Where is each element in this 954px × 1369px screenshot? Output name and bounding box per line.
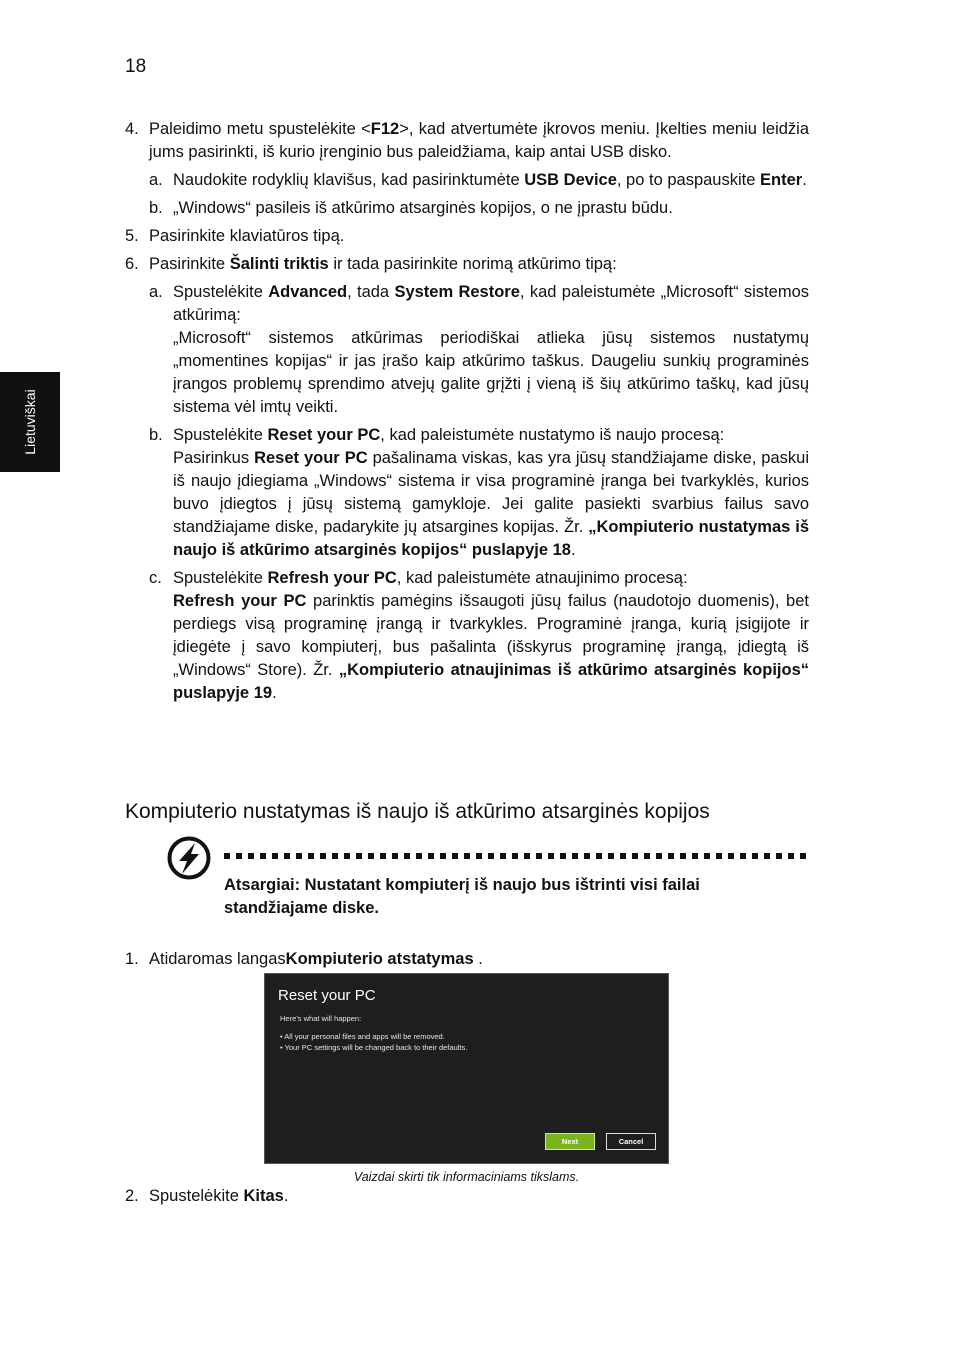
side-tab-label: Lietuviškai <box>22 389 38 455</box>
list-item-5: 5. Pasirinkite klaviatūros tipą. <box>125 227 345 245</box>
list-item-6a: a. Spustelėkite Advanced, tada System Restore, kad paleistumėte „Microsoft“ sistemos atkūrimą: „Microsoft“ sistemos atkūrimas periodiškai atlieka jūsų sistemos nustatymų „momentines kopijas“ ir jas įrašo kaip atkūrimo taškus. Daugeliu sunkių programinės įrangos problemų sprendimo atvejų galite grįžti į vieną iš šių atkūrimo taškų, kad jūsų sistema vėl imtų veikti. <box>149 281 809 419</box>
cross-reference: „Kompiuterio nustatymas iš naujo iš atkūrimo atsarginės kopijos“ puslapyje 18 <box>173 518 809 559</box>
list-item-6c: c. Spustelėkite Refresh your PC, kad paleistumėte atnaujinimo procesą: Refresh your PC parinktis pamėgins išsaugoti jūsų failus (naudotojo duomenis), bet perdiegs visą programinę įrangą ir tvarkykles. Programinė įranga, kurią įsigijote ir įdiegėte į savo kompiuterį, bus pašalinta (išskyrus programinę įrangą, įdiegtą iš „Windows“ Store). Žr. „Kompiuterio atnaujinimas iš atkūrimo atsarginės kopijos“ puslapyje 19. <box>149 567 809 705</box>
item-description: „Microsoft“ sistemos atkūrimas periodiškai atlieka jūsų sistemos nustatymų „momentines kopijas“ ir jas įrašo kaip atkūrimo taškus. Daugeliu sunkių programinės įrangos problemų sprendimo atvejų galite grįžti į vieną iš šių atkūrimo taškų, kad jūsų sistema vėl imtų veikti. <box>173 329 809 416</box>
next-button[interactable]: Next <box>545 1133 595 1150</box>
warning-divider <box>224 853 809 859</box>
list-item-4a: a. Naudokite rodyklių klavišus, kad pasirinktumėte USB Device, po to paspauskite Enter. <box>149 171 807 189</box>
item-description: Pasirinkus Reset your PC pašalinama viskas, kas yra jūsų standžiajame diske, paskui iš naujo įdiegiama „Windows“ sistema ir visa programinė įranga bei tvarkyklės, kurios buvo įdiegtos į jūsų sistemą gamykloje. Jei galite pasiekti svarbius failus savo standžiajame diske, padarykite jų atsargines kopijas. Žr. „Kompiuterio nustatymas iš naujo iš atkūrimo atsarginės kopijos“ puslapyje 18. <box>173 449 809 559</box>
item-number: 4. <box>125 120 139 138</box>
cancel-button[interactable]: Cancel <box>606 1133 656 1150</box>
language-side-tab <box>0 372 60 472</box>
cross-reference: „Kompiuterio atnaujinimas iš atkūrimo atsarginės kopijos“ puslapyje 19 <box>173 661 809 702</box>
step-1: 1. Atidaromas langasKompiuterio atstatymas . <box>125 950 483 968</box>
section-heading: Kompiuterio nustatymas iš naujo iš atkūrimo atsarginės kopijos <box>125 800 710 823</box>
step-2: 2. Spustelėkite Kitas. <box>125 1187 289 1205</box>
list-item: • All your personal files and apps will be removed. <box>280 1032 445 1041</box>
item-description: Refresh your PC parinktis pamėgins išsaugoti jūsų failus (naudotojo duomenis), bet perdiegs visą programinę įrangą ir tvarkykles. Programinė įranga, kurią įsigijote ir įdiegėte į savo kompiuterį, bus pašalinta (išskyrus programinę įrangą, įdiegtą iš „Windows“ Store). Žr. „Kompiuterio atnaujinimas iš atkūrimo atsarginės kopijos“ puslapyje 19. <box>173 592 809 702</box>
list-item-4b: b. „Windows“ pasileis iš atkūrimo atsarginės kopijos, o ne įprastu būdu. <box>149 199 673 217</box>
instructions <box>125 118 809 710</box>
dialog-subtitle: Here’s what will happen: <box>280 1014 362 1023</box>
dialog-bullets <box>280 1031 467 1053</box>
list-item: • Your PC settings will be changed back to their defaults. <box>280 1043 468 1052</box>
warning-text: Atsargiai: Nustatant kompiuterį iš naujo bus ištrinti visi failai standžiajame diske. <box>224 876 700 917</box>
list-item-6: 6. Pasirinkite Šalinti triktis ir tada pasirinkite norimą atkūrimo tipą: <box>125 255 617 273</box>
dialog-title: Reset your PC <box>278 987 376 1004</box>
warning-bolt-icon <box>167 836 211 880</box>
reset-pc-screenshot <box>264 973 669 1164</box>
page-number: 18 <box>125 56 147 77</box>
image-caption: Vaizdai skirti tik informaciniams tikslams. <box>353 1170 580 1184</box>
list-item-6b: b. Spustelėkite Reset your PC, kad paleistumėte nustatymo iš naujo procesą: Pasirinkus Reset your PC pašalinama viskas, kas yra jūsų standžiajame diske, paskui iš naujo įdiegiama „Windows“ sistema ir visa programinė įranga bei tvarkyklės, kurios buvo įdiegtos į jūsų sistemą gamykloje. Jei galite pasiekti svarbius failus savo standžiajame diske, padarykite jų atsargines kopijas. Žr. „Kompiuterio nustatymas iš naujo iš atkūrimo atsarginės kopijos“ puslapyje 18. <box>149 424 809 562</box>
list-item-4: 4. Paleidimo metu spustelėkite <F12>, kad atvertumėte įkrovos meniu. Įkelties meniu leidžia jums pasirinkti, iš kurio įrenginio bus paleidžiama, kaip antai USB disko. <box>125 120 809 161</box>
